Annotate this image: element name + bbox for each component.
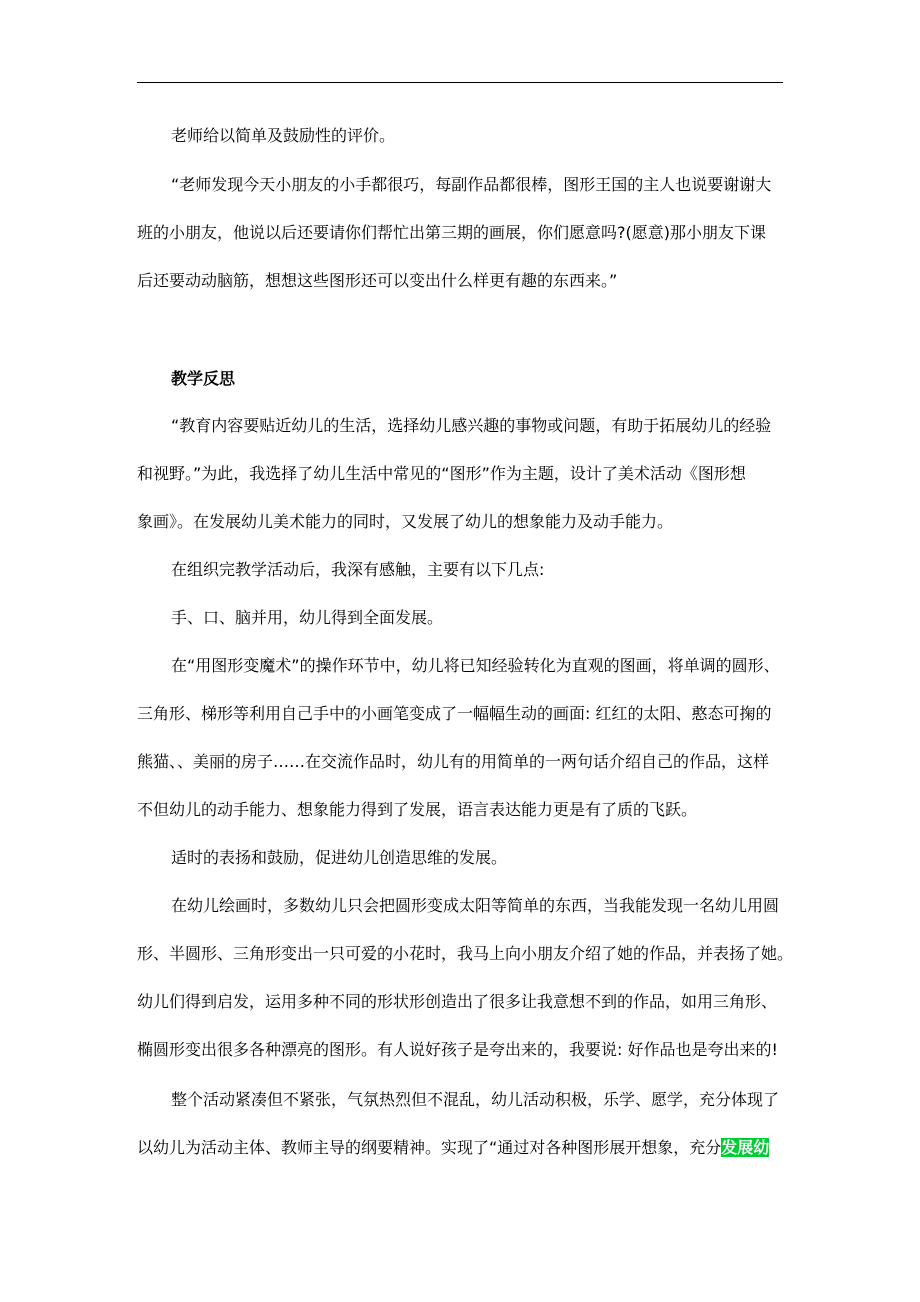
paragraph-feelings: 在组织完教学活动后，我深有感触，主要有以下几点: <box>171 560 545 579</box>
paragraph-point-1-line-3: 熊猫、、美丽的房子……在交流作品时，幼儿有的用简单的一两句话介绍自己的作品，这样 <box>137 752 770 771</box>
paragraph-reflection-line-2: 和视野。”为此，我选择了幼儿生活中常见的“图形”作为主题，设计了美术活动《图形想 <box>137 464 746 483</box>
paragraph-point-2-line-2: 形、半圆形、三角形变出一只可爱的小花时，我马上向小朋友介绍了她的作品，并表扬了她。 <box>137 944 794 963</box>
paragraph-point-2-line-3: 幼儿们得到启发，运用多种不同的形状形创造出了很多让我意想不到的作品，如用三角形、 <box>137 992 778 1011</box>
paragraph-reflection-line-3: 象画》。在发展幼儿美术能力的同时，又发展了幼儿的想象能力及动手能力。 <box>137 512 674 531</box>
section-heading-reflection: 教学反思 <box>171 369 236 388</box>
paragraph-point-1-line-2: 三角形、梯形等利用自己手中的小画笔变成了一幅幅生动的画面: 红红的太阳、憨态可掬的 <box>137 704 772 723</box>
paragraph-teacher-quote-line-3: 后还要动动脑筋，想想这些图形还可以变出什么样更有趣的东西来。” <box>137 271 618 290</box>
paragraph-teacher-evaluation: 老师给以简单及鼓励性的评价。 <box>171 126 396 145</box>
paragraph-teacher-quote-line-1: “老师发现今天小朋友的小手都很巧，每副作品都很棒，图形王国的主人也说要谢谢大 <box>171 175 772 194</box>
highlighted-text: 发展幼 <box>721 1138 770 1157</box>
paragraph-summary-line-1: 整个活动紧凑但不紧张，气氛热烈但不混乱，幼儿活动积极，乐学、愿学，充分体现了 <box>171 1090 780 1109</box>
paragraph-point-2-line-4: 椭圆形变出很多各种漂亮的图形。有人说好孩子是夸出来的，我要说: 好作品也是夸出来的! <box>137 1040 778 1059</box>
paragraph-point-2-title: 适时的表扬和鼓励，促进幼儿创造思维的发展。 <box>171 848 508 867</box>
header-rule <box>137 82 783 83</box>
paragraph-point-2-line-1: 在幼儿绘画时，多数幼儿只会把圆形变成太阳等简单的东西，当我能发现一名幼儿用圆 <box>171 896 780 915</box>
paragraph-point-1-line-4: 不但幼儿的动手能力、想象能力得到了发展，语言表达能力更是有了质的飞跃。 <box>137 800 698 819</box>
paragraph-reflection-line-1: “教育内容要贴近幼儿的生活，选择幼儿感兴趣的事物或问题，有助于拓展幼儿的经验 <box>171 416 772 435</box>
paragraph-summary-line-2-text: 以幼儿为活动主体、教师主导的纲要精神。实现了“通过对各种图形展开想象，充分 <box>137 1138 722 1157</box>
paragraph-point-1-title: 手、口、脑并用，幼儿得到全面发展。 <box>171 608 444 627</box>
paragraph-point-1-line-1: 在“用图形变魔术”的操作环节中，幼儿将已知经验转化为直观的图画，将单调的圆形、 <box>171 656 780 675</box>
paragraph-summary-line-2 <box>137 1136 787 1160</box>
paragraph-teacher-quote-line-2: 班的小朋友，他说以后还要请你们帮忙出第三期的画展，你们愿意吗?(愿意)那小朋友下课 <box>137 223 766 242</box>
